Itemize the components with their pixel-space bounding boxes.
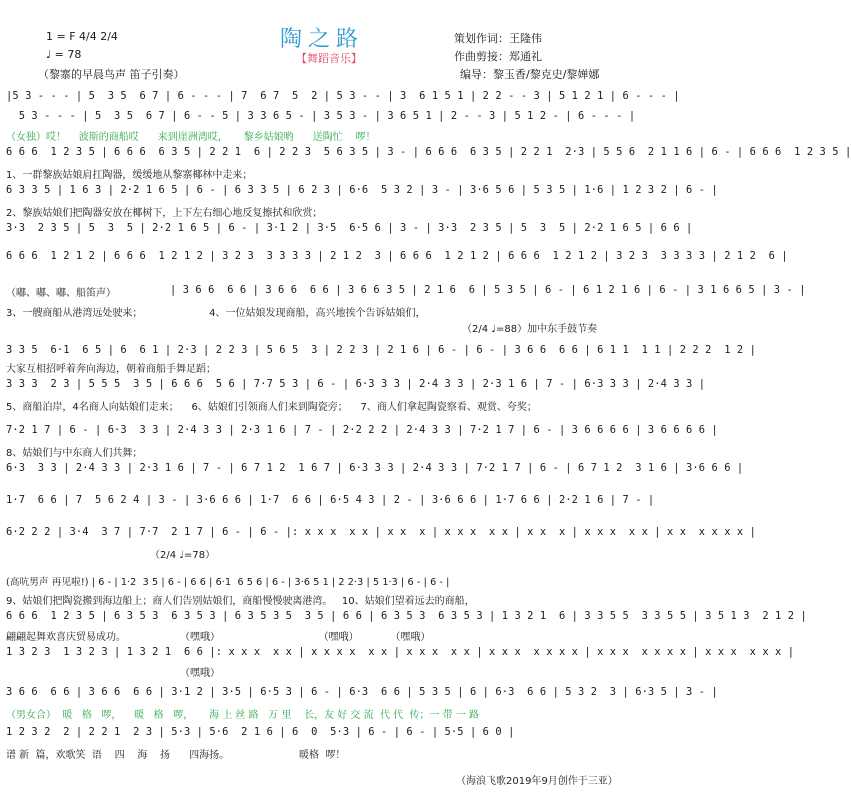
stage-direction: 5、商船泊岸，4名商人向姑娘们走来； 6、姑娘们引领商人们来到陶瓷旁； 7、商人们拿起陶瓷察看、观赏、夸奖； xyxy=(6,402,537,413)
tempo-marking: ♩ = 78 xyxy=(46,48,82,61)
notation-row: 1 2 3 2 2 | 2 2 1 2 3 | 5·3 | 5·6 2 1 6 | 6 0 5·3 | 6 - | 6 - | 5·5 | 6 0 | xyxy=(6,726,515,738)
call-note: （嘿哦） xyxy=(180,668,220,679)
tempo-change: （2/4 ♩=78） xyxy=(150,550,216,561)
drum-note: （2/4 ♩=88）加中东手鼓节奏 xyxy=(462,324,598,335)
stage-direction: 2、黎族姑娘们把陶器安放在椰树下，上下左右细心地反复擦拭和欣赏； xyxy=(6,208,323,219)
notation-row: 3 3 5 6·1 6 5 | 6 6 1 | 2·3 | 2 2 3 | 5 6 5 3 | 2 2 3 | 2 1 6 | 6 - | 6 - | 3 6 6 6 6 | 6 1 1 1 1 | 2 2 2 1 2 | xyxy=(6,344,756,356)
song-subtitle: 【舞蹈音乐】 xyxy=(296,52,362,65)
notation-row: 3·3 2 3 5 | 5 3 5 | 2·2 1 6 5 | 6 - | 3·1 2 | 3·5 6·5 6 | 3 - | 3·3 2 3 5 | 5 3 5 | 2·2 1 6 5 | 6 6 | xyxy=(6,222,693,234)
notation-row: 6 6 6 1 2 3 5 | 6 3 5 3 6 3 5 3 | 6 3 5 3 5 3 5 | 6 6 | 6 3 5 3 6 3 5 3 | 1 3 2 1 6 | 3 3 5 5 3 3 5 5 | 3 5 1 3 2 1 2 | xyxy=(6,610,807,622)
notation-row: 1·7 6 6 | 7 5 6 2 4 | 3 - | 3·6 6 6 | 1·7 6 6 | 6·5 4 3 | 2 - | 3·6 6 6 | 1·7 6 6 | 2·2 1 6 | 7 - | xyxy=(6,494,655,506)
lyric-line: （男女合） 暖 格 啰， 暖 格 啰， 海 上 丝 路 万 里 长，友 好 交 流 代 代 传；一 带 一 路 xyxy=(6,710,480,721)
notation-row: |5 3 - - - | 5 3 5 6 7 | 6 - - - | 7 6 7 5 2 | 5 3 - - | 3 6 1 5 1 | 2 2 - - 3 | 5 1 2 1 | 6 - - - | xyxy=(6,90,680,102)
stage-direction: 8、姑娘们与中东商人们共舞； xyxy=(6,448,143,459)
key-signature: 1 = F 4/4 2/4 xyxy=(46,30,118,43)
lyric-line: 谱 新 篇，欢歌笑 语 四 海 扬 四海扬。 暖格 啰！ xyxy=(6,750,346,761)
notation-row: 3 6 6 6 6 | 3 6 6 6 6 | 3·1 2 | 3·5 | 6·5 3 | 6 - | 6·3 6 6 | 5 3 5 | 6 | 6·3 6 6 | 5 3 2 3 | 6·3 5 | 3 - | xyxy=(6,686,718,698)
notation-row: (高吭男声 再见啦!) | 6 - | 1·2 3 5 | 6 - | 6 6 | 6·1 6 5 6 | 6 - | 3·6 5 1 | 2 2·3 | 5 1·3 | 6 - | 6 - | xyxy=(6,577,450,588)
stage-direction: （嘟、嘟、嘟、船笛声） xyxy=(6,288,116,299)
stage-direction: 大家互相招呼着奔向海边，朝着商船手舞足蹈； xyxy=(6,364,216,375)
credit-composer: 作曲剪接：郑通礼 xyxy=(454,50,542,63)
composition-note: （海浪飞歌2019年9月创作于三亚） xyxy=(456,776,618,787)
lyric-line: （女独）哎！ 波斯的商船哎 来到崖洲湾哎， 黎乡姑娘哟 送陶忙 啰！ xyxy=(6,132,376,143)
notation-row: 6·2 2 2 | 3·4 3 7 | 7·7 2 1 7 | 6 - | 6 - |: x x x x x | x x x | x x x x x | x x x | x x x x x | x x x x x x | xyxy=(6,526,756,538)
notation-row: 1 3 2 3 1 3 2 3 | 1 3 2 1 6 6 |: x x x x x | x x x x x x | x x x x x | x x x x x x x | x x x x x x x | x x x x x x | xyxy=(6,646,795,658)
credit-choreography: 编导：黎玉香/黎克史/黎婵娜 xyxy=(460,68,600,81)
stage-direction: 3、一艘商船从港湾远处驶来； 4、一位姑娘发现商船，高兴地挨个告诉姑娘们， xyxy=(6,308,426,319)
notation-row: 6 3 3 5 | 1 6 3 | 2·2 1 6 5 | 6 - | 6 3 3 5 | 6 2 3 | 6·6 5 3 2 | 3 - | 3·6 5 6 | 5 3 5 | 1·6 | 1 2 3 2 | 6 - | xyxy=(6,184,718,196)
song-title: 陶之路 xyxy=(280,27,365,52)
stage-direction: 9、姑娘们把陶瓷搬到海边船上；商人们告别姑娘们，商船慢慢驶离港湾。 10、姑娘们望着远去的商船， xyxy=(6,596,475,607)
notation-row: 3 3 3 2 3 | 5 5 5 3 5 | 6 6 6 5 6 | 7·7 5 3 | 6 - | 6·3 3 3 | 2·4 3 3 | 2·3 1 6 | 7 - | 6·3 3 3 | 2·4 3 3 | xyxy=(6,378,706,390)
notation-row: 5 3 - - - | 5 3 5 6 7 | 6 - - 5 | 3 3 6 5 - | 3 5 3 - | 3 6 5 1 | 2 - - 3 | 5 1 2 - | 6 - - - | xyxy=(6,110,636,122)
stage-direction: 翩翩起舞欢喜庆贸易成功。 （嘿哦） （嘿哦） （嘿哦） xyxy=(6,632,431,643)
notation-row: 6 6 6 1 2 3 5 | 6 6 6 6 3 5 | 2 2 1 6 | 2 2 3 5 6 3 5 | 3 - | 6 6 6 6 3 5 | 2 2 1 2·3 | 5 5 6 2 1 1 6 | 6 - | 6 6 6 1 2 3 5 | xyxy=(6,146,851,158)
notation-row: 6 6 6 1 2 1 2 | 6 6 6 1 2 1 2 | 3 2 3 3 3 3 3 | 2 1 2 3 | 6 6 6 1 2 1 2 | 6 6 6 1 2 1 2 | 3 2 3 3 3 3 3 | 2 1 2 6 | xyxy=(6,250,788,262)
notation-row: | 3 6 6 6 6 | 3 6 6 6 6 | 3 6 6 3 5 | 2 1 6 6 | 5 3 5 | 6 - | 6 1 2 1 6 | 6 - | 3 1 6 6 5 | 3 - | xyxy=(170,284,806,296)
credit-plan: 策划作词：王隆伟 xyxy=(454,32,542,45)
stage-direction: 1、一群黎族姑娘肩扛陶器，缓缓地从黎寨椰林中走来； xyxy=(6,170,253,181)
notation-row: 6·3 3 3 | 2·4 3 3 | 2·3 1 6 | 7 - | 6 7 1 2 1 6 7 | 6·3 3 3 | 2·4 3 3 | 7·2 1 7 | 6 - | 6 7 1 2 3 1 6 | 3·6 6 6 | xyxy=(6,462,744,474)
intro-note: （黎寨的早晨鸟声 笛子引奏） xyxy=(38,68,185,81)
notation-row: 7·2 1 7 | 6 - | 6·3 3 3 | 2·4 3 3 | 2·3 1 6 | 7 - | 2·2 2 2 | 2·4 3 3 | 7·2 1 7 | 6 - | 3 6 6 6 6 | 3 6 6 6 6 | xyxy=(6,424,718,436)
